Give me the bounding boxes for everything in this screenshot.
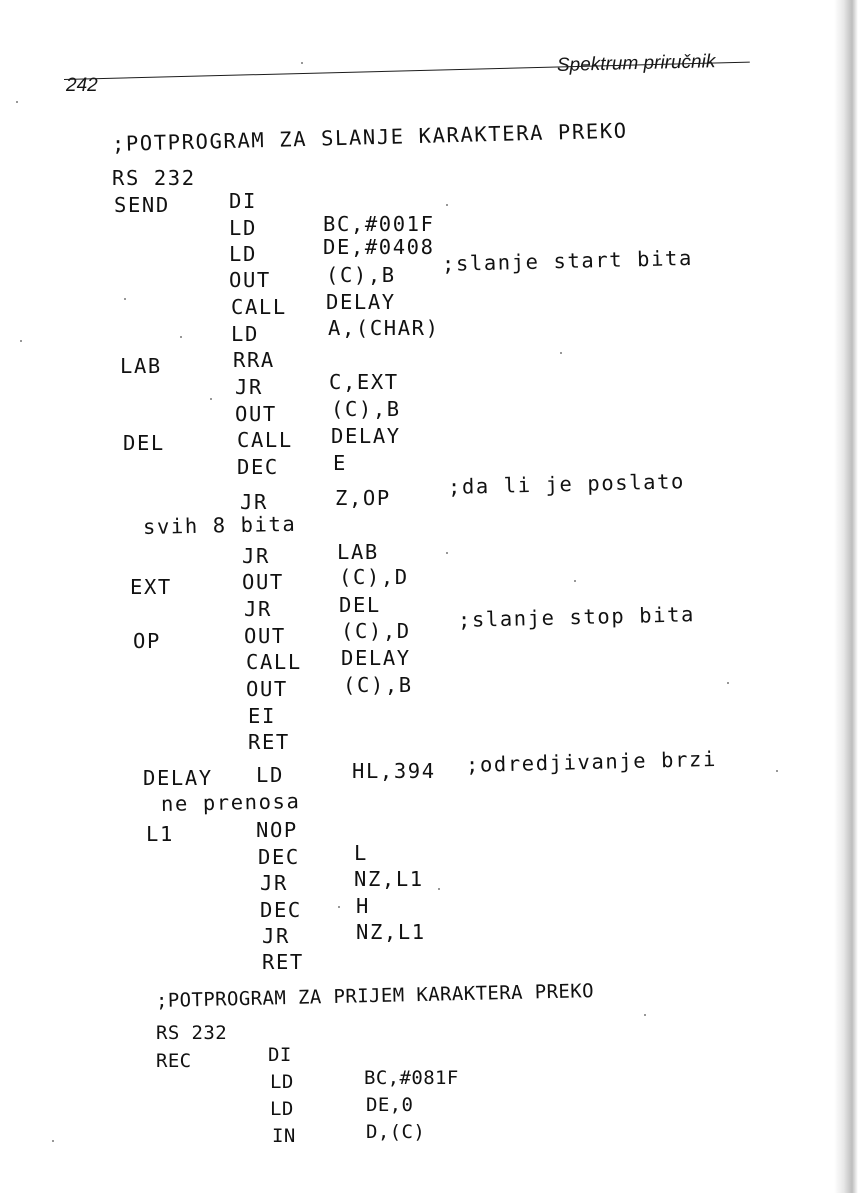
opcode: CALL (231, 295, 287, 319)
comment-heading: ;POTPROGRAM ZA PRIJEM KARAKTERA PREKO (155, 980, 595, 1012)
operand: A,(CHAR) (328, 316, 440, 340)
opcode: RRA (233, 348, 275, 372)
opcode: OUT (229, 268, 271, 292)
line-comment: ;da li je poslato (447, 469, 686, 499)
operand: DEL (339, 593, 381, 617)
operand: HL,394 (352, 759, 436, 783)
operand: (C),B (343, 673, 413, 697)
opcode: OUT (246, 677, 288, 701)
label-del: DEL (123, 431, 165, 455)
operand: DELAY (326, 290, 396, 314)
opcode: JR (242, 544, 270, 568)
opcode: DI (268, 1044, 292, 1066)
line-comment-continuation: svih 8 bita (142, 511, 297, 539)
opcode: OUT (235, 402, 277, 426)
opcode: IN (272, 1125, 296, 1147)
opcode: LD (229, 242, 257, 266)
line-comment: ;slanje stop bita (457, 602, 696, 632)
label-send: SEND (114, 193, 170, 217)
operand: (C),B (326, 263, 396, 287)
opcode: OUT (244, 624, 286, 648)
running-title: Spektrum priručnik (556, 51, 716, 76)
operand: D,(C) (366, 1121, 426, 1143)
operand: BC,#081F (364, 1067, 459, 1089)
opcode: JR (244, 597, 272, 621)
opcode: DEC (260, 898, 302, 922)
opcode: RET (262, 950, 304, 974)
operand: LAB (337, 540, 379, 564)
comment-heading: ;POTPROGRAM ZA SLANJE KARAKTERA PREKO (111, 118, 628, 156)
opcode: CALL (246, 650, 302, 674)
opcode: JR (235, 375, 263, 399)
label-rec: REC (156, 1050, 192, 1072)
opcode: JR (262, 924, 290, 948)
opcode: DEC (258, 845, 300, 869)
opcode: RET (248, 730, 290, 754)
opcode: LD (256, 763, 284, 787)
operand: (C),D (339, 565, 409, 589)
comment-heading-continuation: RS 232 (156, 1022, 228, 1044)
operand: C,EXT (329, 370, 399, 394)
operand: BC,#001F (323, 212, 435, 236)
opcode: CALL (237, 428, 293, 452)
label-ext: EXT (130, 575, 172, 599)
operand: NZ,L1 (354, 867, 424, 891)
label-lab: LAB (120, 354, 162, 378)
operand: L (354, 841, 368, 865)
opcode: NOP (256, 818, 298, 842)
line-comment-continuation: ne prenosa (160, 789, 301, 816)
opcode: JR (240, 490, 268, 514)
label-l1: L1 (146, 822, 174, 846)
operand: DE,#0408 (323, 235, 435, 259)
opcode: DI (229, 189, 257, 213)
opcode: LD (270, 1098, 294, 1120)
operand: NZ,L1 (356, 920, 426, 944)
operand: E (333, 451, 347, 475)
operand: (C),D (341, 619, 411, 643)
opcode: EI (248, 704, 276, 728)
operand: Z,OP (335, 486, 391, 510)
comment-heading-continuation: RS 232 (112, 166, 196, 190)
page-number: 242 (66, 75, 98, 96)
operand: (C),B (331, 397, 401, 421)
opcode: OUT (242, 570, 284, 594)
line-comment: ;odredjivanje brzi (465, 746, 718, 777)
operand: H (356, 894, 370, 918)
opcode: LD (231, 322, 259, 346)
opcode: LD (270, 1071, 294, 1093)
label-delay: DELAY (143, 766, 213, 790)
opcode: LD (229, 216, 257, 240)
operand: DELAY (341, 646, 411, 670)
label-op: OP (133, 629, 161, 653)
line-comment: ;slanje start bita (441, 245, 694, 276)
opcode: JR (260, 871, 288, 895)
opcode: DEC (237, 455, 279, 479)
operand: DE,0 (366, 1094, 414, 1116)
operand: DELAY (331, 424, 401, 448)
